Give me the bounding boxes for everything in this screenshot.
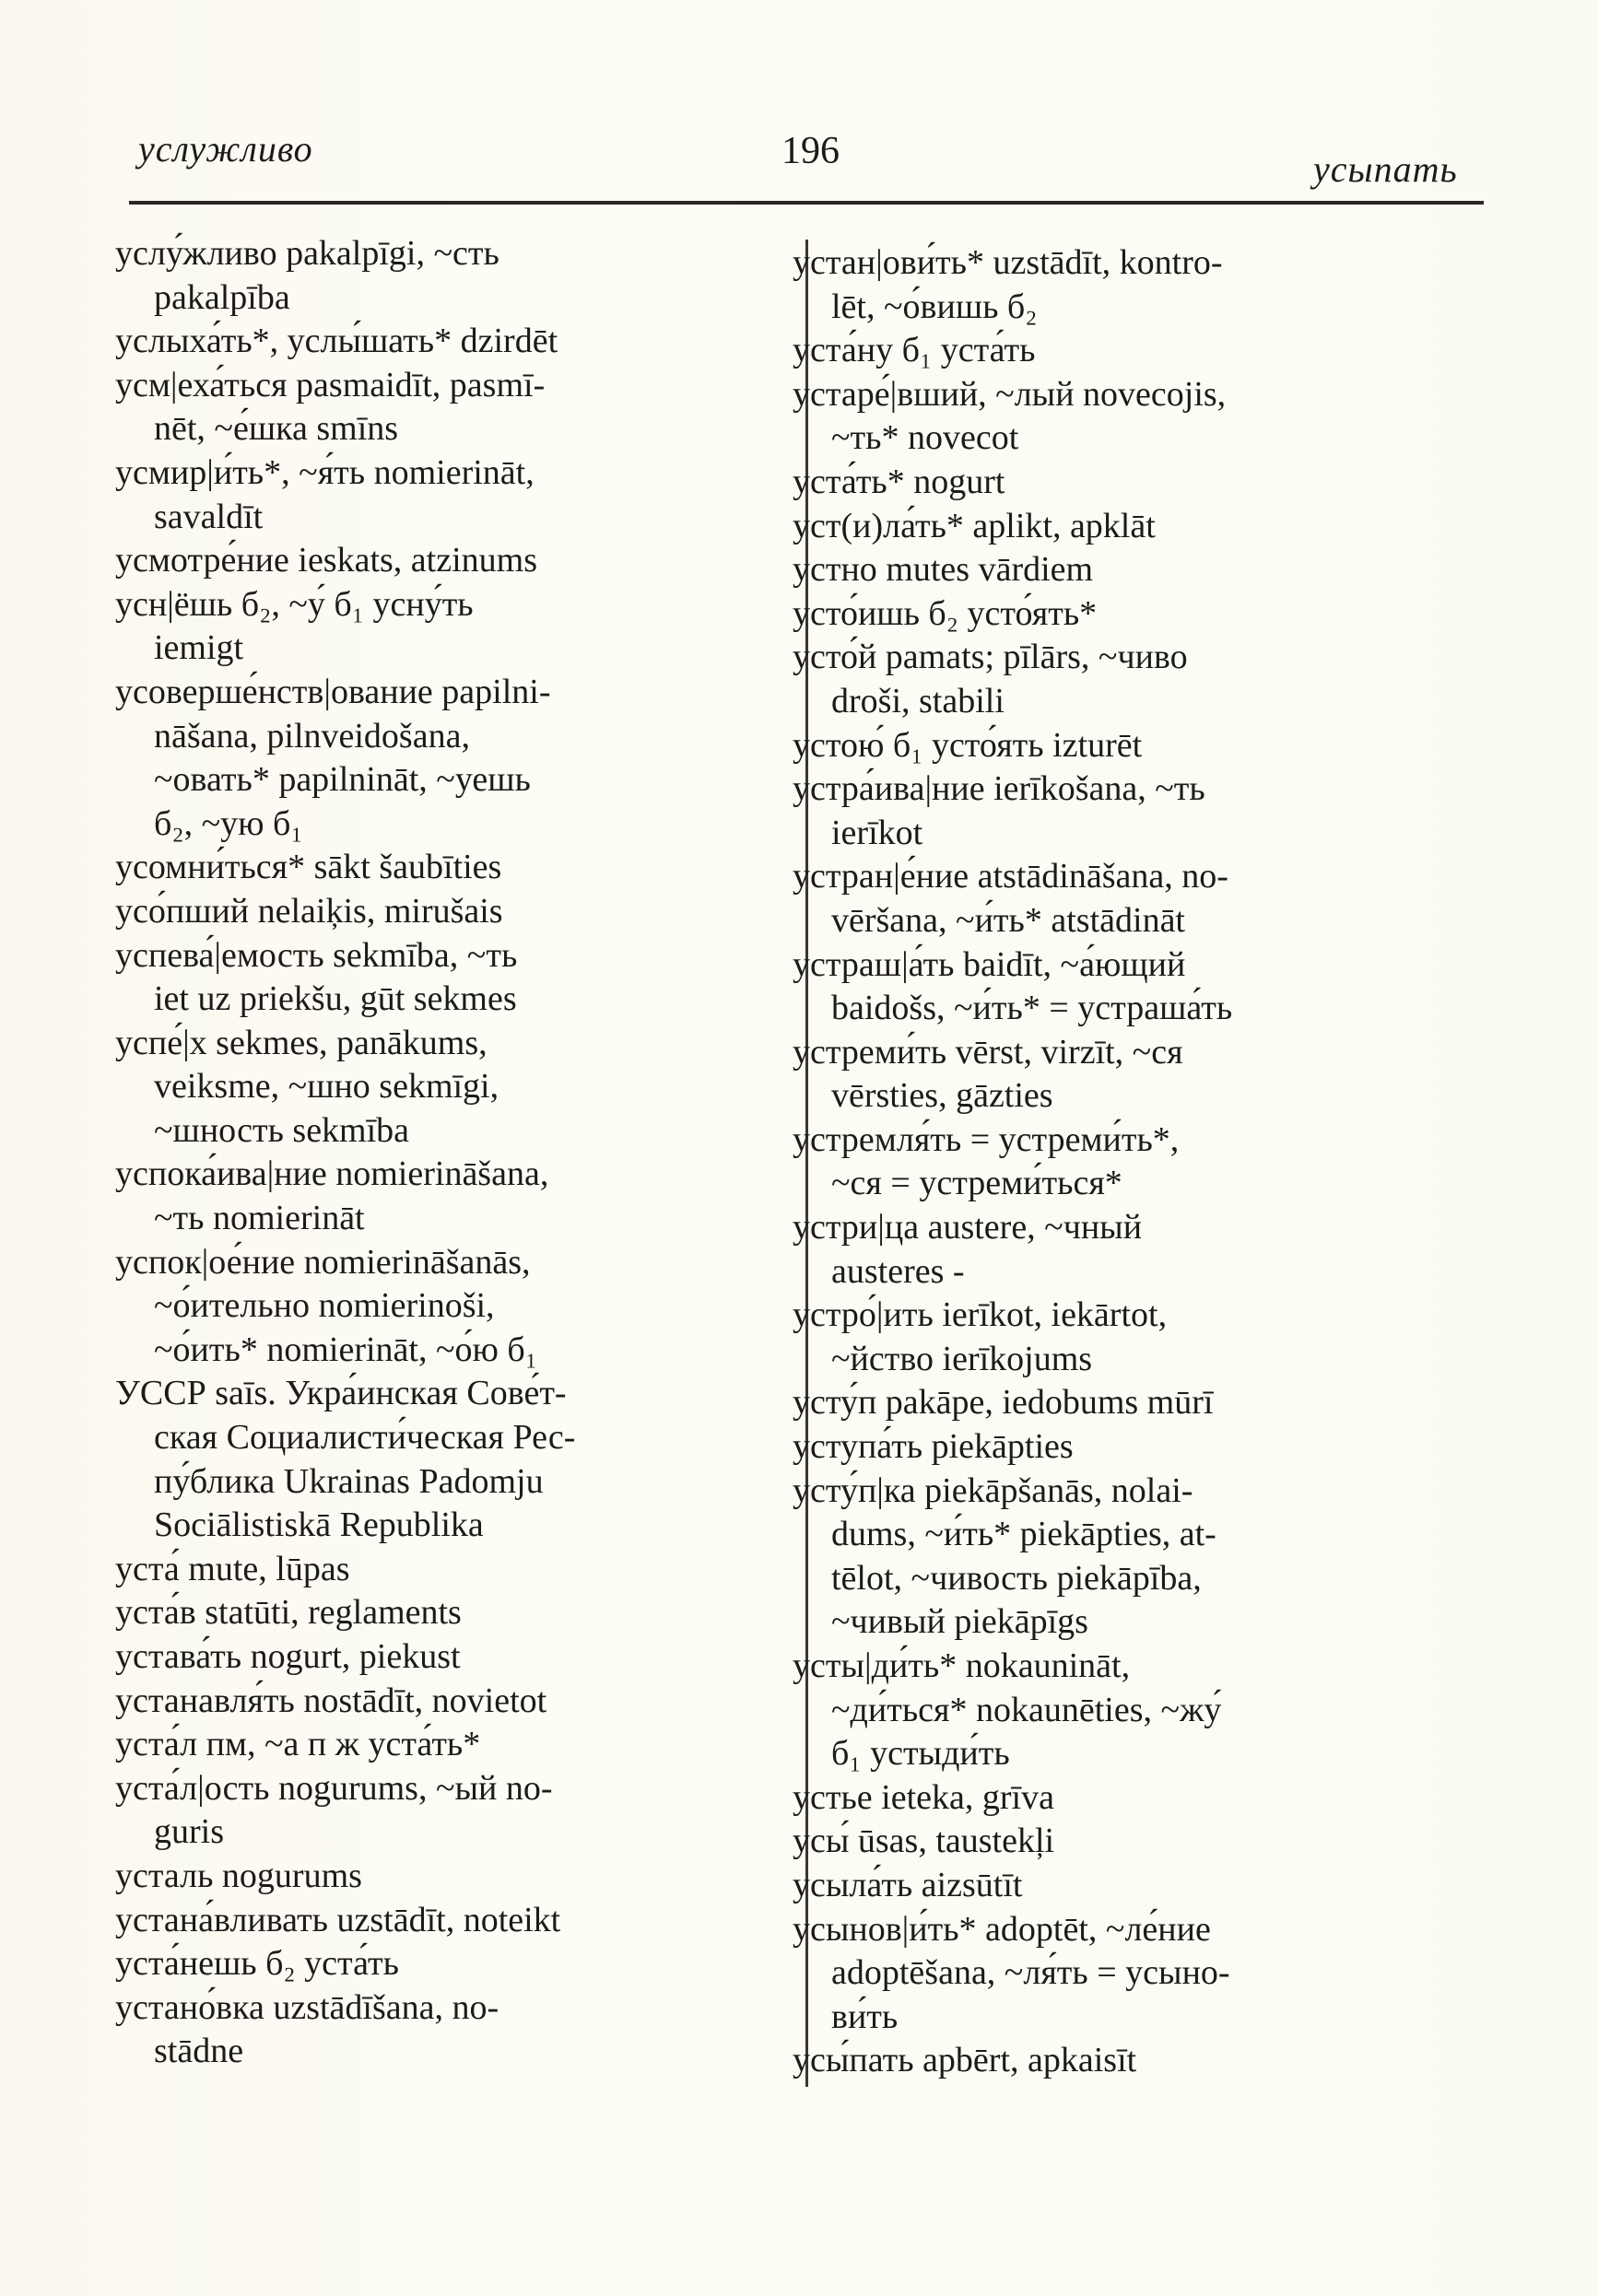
entry-line: усн|ёшь б₂, ~у́ б₁ усну́ть: [115, 584, 474, 624]
entry-line: устье ieteka, grīva: [793, 1777, 1054, 1817]
entry-continuation-line: adoptēšana, ~ля́ть = усыно-: [831, 1953, 1230, 1993]
entry-line: усынов|и́ть* adoptēt, ~ле́ние: [793, 1909, 1211, 1949]
entry-continuation-line: vērsties, gāzties: [831, 1076, 1053, 1116]
entry-line: устава́ть nogurt, piekust: [115, 1637, 461, 1676]
entry-line: устан|ови́ть* uzstādīt, kontro-: [793, 243, 1223, 282]
entry-continuation-line: ~о́ить* nomierināt, ~о́ю б₁: [154, 1330, 537, 1369]
left-column: [115, 232, 760, 2074]
entry-continuation-line: savaldīt: [154, 497, 264, 536]
entry-line: успок|ое́ние nomierināšanās,: [115, 1242, 531, 1282]
entry-continuation-line: ~чивый piekāpīgs: [831, 1602, 1088, 1642]
entry-continuation-line: pakalpība: [154, 277, 290, 317]
entry-continuation-line: ~овать* papilnināt, ~уешь: [154, 760, 531, 800]
entry-line: усо́пший nelaiķis, mirušais: [115, 891, 503, 931]
entry-line: устро́|ить ierīkot, iekārtot,: [793, 1295, 1168, 1335]
entry-line: устран|е́ние atstādināšana, no-: [793, 857, 1228, 896]
entry-line: уста́ну б₁ уста́ть: [793, 331, 1036, 370]
entry-continuation-line: vēršana, ~и́ть* atstādināt: [831, 900, 1185, 940]
entry-line: устремля́ть = устреми́ть*,: [793, 1119, 1180, 1159]
entry-line: уста́в statūti, reglaments: [115, 1593, 462, 1633]
page-number: 196: [781, 130, 840, 172]
entry-line: успе́|х sekmes, panākums,: [115, 1023, 488, 1062]
entry-continuation-line: пу́блика Ukrainas Padomju: [154, 1461, 544, 1501]
entry-line: усы́ ūsas, taustekļi: [793, 1822, 1055, 1861]
entry-continuation-line: tēlot, ~чивость piekāpība,: [831, 1558, 1202, 1598]
right-column: [793, 241, 1456, 2083]
entry-continuation-line: ierīkot: [831, 813, 923, 852]
entry-line: услу́жливо pakalpīgi, ~сть: [115, 234, 499, 273]
entry-line: усм|еха́ться pasmaidīt, pasmī-: [115, 365, 546, 404]
entry-line: услыха́ть*, услы́шать* dzirdēt: [115, 322, 558, 361]
entry-continuation-line: lēt, ~о́вишь б₂: [831, 287, 1038, 326]
entry-line: устно mutes vārdiem: [793, 550, 1094, 590]
entry-line: усту́п pakāpe, iedobums mūrī: [793, 1383, 1214, 1423]
entry-continuation-line: ~йство ierīkojums: [831, 1339, 1093, 1378]
entry-continuation-line: б₂, ~ую б₁: [154, 803, 303, 843]
entry-line: устраш|а́ть baidīt, ~а́ющий: [793, 944, 1186, 984]
entry-continuation-line: ~ся = устреми́ться*: [831, 1164, 1122, 1203]
entry-line: успока́ива|ние nomierināšana,: [115, 1154, 549, 1194]
entry-line: усто́ишь б₂ усто́ять*: [793, 593, 1098, 633]
entry-line: устаре́|вший, ~лый novecojis,: [793, 374, 1227, 414]
entry-continuation-line: austeres -: [831, 1251, 965, 1291]
entry-line: усты|ди́ть* nokaunināt,: [793, 1646, 1131, 1685]
entry-continuation-line: Sociālistiskā Republika: [154, 1505, 484, 1545]
entry-continuation-line: guris: [154, 1812, 224, 1852]
entry-continuation-line: ~о́ительно nomierinoši,: [154, 1286, 495, 1326]
page-header: [0, 0, 1598, 221]
entry-line: устра́ива|ние ierīkošana, ~ть: [793, 769, 1205, 809]
entry-continuation-line: stādne: [154, 2032, 244, 2071]
entry-continuation-line: ви́ть: [831, 1997, 899, 2036]
entry-line: устри|ца austere, ~чный: [793, 1208, 1143, 1248]
entry-line: устреми́ть vērst, virzīt, ~ся: [793, 1032, 1183, 1072]
entry-continuation-line: ~ть* novecot: [831, 418, 1019, 458]
entry-line: усмир|и́ть*, ~я́ть nomierināt,: [115, 452, 535, 492]
entry-continuation-line: б₁ устыди́ть: [831, 1734, 1010, 1774]
entry-line: усту́п|ка piekāpšanās, nolai-: [793, 1470, 1193, 1510]
entry-continuation-line: veiksme, ~шно sekmīgi,: [154, 1067, 499, 1107]
entry-line: усталь nogurums: [115, 1856, 362, 1895]
header-divider: [129, 201, 1484, 205]
entry-line: уста́ть* nogurt: [793, 462, 1005, 501]
entry-continuation-line: iemigt: [154, 628, 244, 668]
entry-line: устою́ б₁ усто́ять izturēt: [793, 725, 1143, 765]
entry-continuation-line: ~ди́ться* nokaunēties, ~жу́: [831, 1690, 1222, 1729]
entry-line: устано́вка uzstādīšana, no-: [115, 1987, 499, 2027]
entry-line: усмотре́ние ieskats, atzinums: [115, 541, 538, 580]
entry-continuation-line: ~шность sekmība: [154, 1110, 410, 1150]
entry-line: усыла́ть aizsūtīt: [793, 1865, 1023, 1904]
entry-line: уступа́ть piekāpties: [793, 1427, 1074, 1467]
entry-line: уста́ mute, lūpas: [115, 1549, 350, 1588]
entry-line: усоверше́нств|ование papilni-: [115, 672, 551, 711]
entry-line: усто́й pamats; pīlārs, ~чиво: [793, 638, 1188, 677]
entry-continuation-line: ская Социалисти́ческая Рес-: [154, 1418, 576, 1458]
entry-line: устанавля́ть nostādīt, novietot: [115, 1681, 547, 1720]
entry-line: уста́нешь б₂ уста́ть: [115, 1944, 399, 1984]
entry-continuation-line: nāšana, pilnveidošana,: [154, 716, 470, 756]
entry-line: уст(и)ла́ть* aplikt, apklāt: [793, 506, 1156, 545]
entry-line: УССР saīs. Укра́инская Сове́т-: [115, 1374, 567, 1413]
header-last-headword: усыпать: [1313, 148, 1458, 190]
header-first-headword: услужливо: [138, 128, 313, 170]
entry-continuation-line: nēt, ~е́шка smīns: [154, 409, 399, 449]
entry-line: уста́л|ость nogurums, ~ый no-: [115, 1768, 553, 1808]
entry-line: успева́|емость sekmība, ~ть: [115, 935, 518, 975]
entry-continuation-line: dums, ~и́ть* piekāpties, at-: [831, 1515, 1216, 1554]
entry-continuation-line: iet uz priekšu, gūt sekmes: [154, 979, 517, 1019]
entry-line: устана́вливать uzstādīt, noteikt: [115, 1900, 561, 1939]
entry-continuation-line: droši, stabili: [831, 681, 1005, 720]
entry-line: усомни́ться* sākt šaubīties: [115, 848, 502, 887]
entry-continuation-line: baidošs, ~и́ть* = устраша́ть: [831, 989, 1233, 1028]
entry-line: усы́пать apbērt, apkaisīt: [793, 2041, 1137, 2080]
entry-line: уста́л пм, ~а п ж уста́ть*: [115, 1725, 481, 1764]
entry-continuation-line: ~ть nomierināt: [154, 1199, 365, 1238]
